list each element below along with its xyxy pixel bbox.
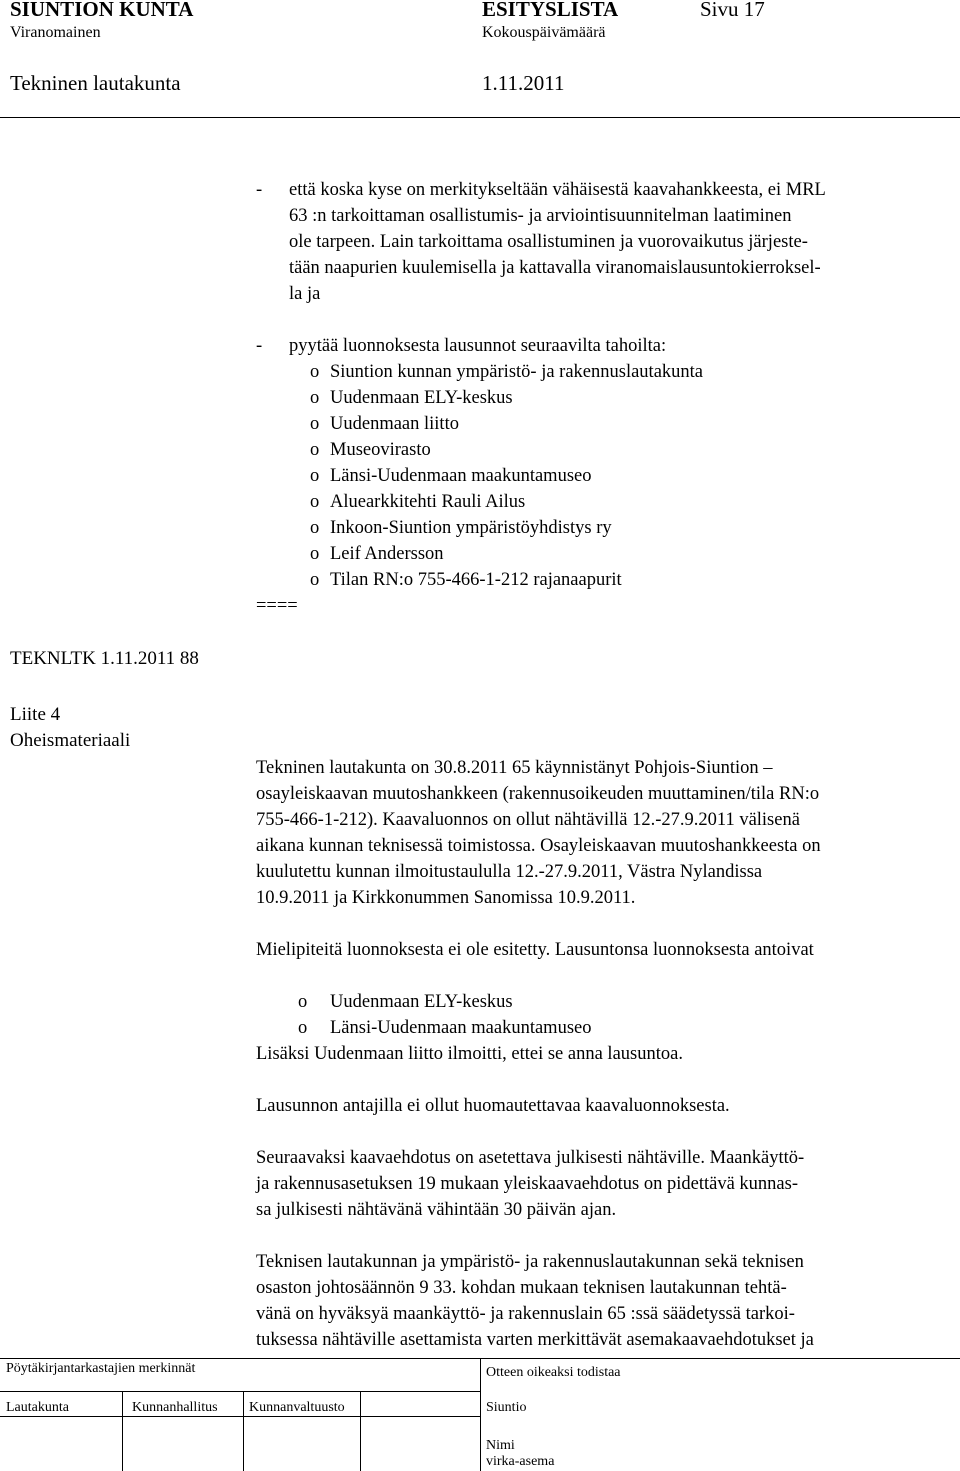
bullet-marker: o <box>310 492 320 512</box>
list-item: o Länsi-Uudenmaan maakuntamuseo <box>256 463 956 489</box>
page-number: Sivu 17 <box>700 0 765 21</box>
footer-divider <box>480 1358 481 1471</box>
text-line: osayleiskaavan muutoshankkeen (rakennusoikeuden muuttaminen/tila RN:o <box>256 784 820 804</box>
text-line: pyytää luonnoksesta lausunnot seuraavilta tahoilta: <box>289 336 667 356</box>
bullet-marker: o <box>310 570 320 590</box>
item-body <box>256 755 956 1353</box>
col-municipal-board: Kunnanhallitus <box>132 1400 218 1415</box>
meeting-date-label: Kokouspäivämäärä <box>482 24 606 41</box>
dash-marker: - <box>256 180 263 200</box>
bullet-marker: o <box>298 992 308 1012</box>
bullet-marker: o <box>310 388 320 408</box>
text-line: kuulutettu kunnan ilmoitustaululla 12.-27.9.2011, Västra Nylandissa <box>256 862 763 882</box>
dash-marker: - <box>256 336 263 356</box>
bullet-marker: o <box>310 544 320 564</box>
item-reference: TEKNLTK 1.11.2011 88 <box>10 648 199 669</box>
col-board: Lautakunta <box>6 1400 69 1415</box>
footer-col-divider <box>122 1391 123 1471</box>
list-item: o Uudenmaan ELY-keskus <box>256 989 956 1015</box>
meeting-date: 1.11.2011 <box>482 71 565 95</box>
text-line: 10.9.2011 ja Kirkkonummen Sanomissa 10.9.2011. <box>256 888 636 908</box>
list-item: o Siuntion kunnan ympäristö- ja rakennuslautakunta <box>256 359 956 385</box>
bullet-marker: o <box>298 1018 308 1038</box>
certified-label: Otteen oikeaksi todistaa <box>486 1365 621 1380</box>
authority-name: Tekninen lautakunta <box>10 71 181 95</box>
text-line: la ja <box>289 284 321 304</box>
proposal-point-1 <box>256 177 956 307</box>
text-line: 63 :n tarkoittaman osallistumis- ja arviointisuunnitelman laatiminen <box>289 206 792 226</box>
text-line: osaston johtosäännön 9 33. kohdan mukaan teknisen lautakunnan tehtä- <box>256 1278 787 1298</box>
reviewers-label: Pöytäkirjantarkastajien merkinnät <box>6 1361 196 1376</box>
bullet-marker: o <box>310 466 320 486</box>
footer-col-divider <box>360 1391 361 1471</box>
text-line: Seuraavaksi kaavaehdotus on asetettava julkisesti nähtäville. Maankäyttö- <box>256 1148 805 1168</box>
text-line: että koska kyse on merkitykseltään vähäisestä kaavahankkeesta, ei MRL <box>289 180 826 200</box>
section-separator: ==== <box>256 596 298 616</box>
text-line: Tekninen lautakunta on 30.8.2011 65 käynnistänyt Pohjois-Siuntion – <box>256 758 773 778</box>
proposal-section <box>256 177 956 619</box>
text-line: 755-466-1-212). Kaavaluonnos on ollut nähtävillä 12.-27.9.2011 välisenä <box>256 810 800 830</box>
recipient-list <box>256 359 956 593</box>
footer-rule <box>0 1416 480 1417</box>
text-line: tään naapurien kuulemisella ja kattavalla viranomaislausuntokierroksel- <box>289 258 821 278</box>
text-line: ja rakennusasetuksen 19 mukaan yleiskaavaehdotus on pidettävä kunnas- <box>256 1174 798 1194</box>
proposal-point-2 <box>256 333 956 359</box>
next-step-paragraph <box>256 1145 956 1223</box>
list-item: o Uudenmaan liitto <box>256 411 956 437</box>
place-label: Siuntio <box>486 1400 527 1415</box>
extra-material-label: Oheismateriaali <box>10 730 131 751</box>
bullet-marker: o <box>310 440 320 460</box>
header-divider <box>0 117 960 118</box>
bullet-marker: o <box>310 518 320 538</box>
authority-paragraph <box>256 1249 956 1353</box>
list-item: o Inkoon-Siuntion ympäristöyhdistys ry <box>256 515 956 541</box>
list-item: o Uudenmaan ELY-keskus <box>256 385 956 411</box>
name-label: Nimi <box>486 1438 515 1453</box>
regional-council-paragraph: Lisäksi Uudenmaan liitto ilmoitti, ettei se anna lausuntoa. <box>256 1044 683 1064</box>
background-paragraph <box>256 755 956 911</box>
list-item: o Länsi-Uudenmaan maakuntamuseo <box>256 1015 956 1041</box>
text-line: aikana kunnan teknisessä toimistossa. Osayleiskaavan muutoshankkeesta on <box>256 836 821 856</box>
text-line: tuksessa nähtäville asettamista varten merkittävät asemakaavaehdotukset ja <box>256 1330 814 1350</box>
bullet-marker: o <box>310 414 320 434</box>
no-remarks-paragraph: Lausunnon antajilla ei ollut huomautettavaa kaavaluonnoksesta. <box>256 1096 730 1116</box>
signature-footer <box>0 1358 960 1471</box>
list-item: o Tilan RN:o 755-466-1-212 rajanaapurit <box>256 567 956 593</box>
col-council: Kunnanvaltuusto <box>249 1400 345 1415</box>
footer-col-divider <box>243 1391 244 1471</box>
text-line: Teknisen lautakunnan ja ympäristö- ja rakennuslautakunnan sekä teknisen <box>256 1252 804 1272</box>
title-label: virka-asema <box>486 1454 555 1469</box>
opinions-paragraph: Mielipiteitä luonnoksesta ei ole esitetty. Lausuntonsa luonnoksesta antoivat <box>256 940 814 960</box>
statement-givers-list <box>256 989 956 1041</box>
footer-rule <box>0 1391 480 1392</box>
organization-name: SIUNTION KUNTA <box>10 0 194 21</box>
attachment-label: Liite 4 <box>10 704 61 725</box>
list-item: o Aluearkkitehti Rauli Ailus <box>256 489 956 515</box>
bullet-marker: o <box>310 362 320 382</box>
authority-label: Viranomainen <box>10 24 101 41</box>
text-line: ole tarpeen. Lain tarkoittama osallistuminen ja vuorovaikutus järjeste- <box>289 232 808 252</box>
text-line: sa julkisesti nähtävänä vähintään 30 päivän ajan. <box>256 1200 617 1220</box>
document-type: ESITYSLISTA <box>482 0 619 21</box>
list-item: o Leif Andersson <box>256 541 956 567</box>
text-line: vänä on hyväksyä maankäyttö- ja rakennuslain 65 :ssä säädetyssä tarkoi- <box>256 1304 795 1324</box>
list-item: o Museovirasto <box>256 437 956 463</box>
